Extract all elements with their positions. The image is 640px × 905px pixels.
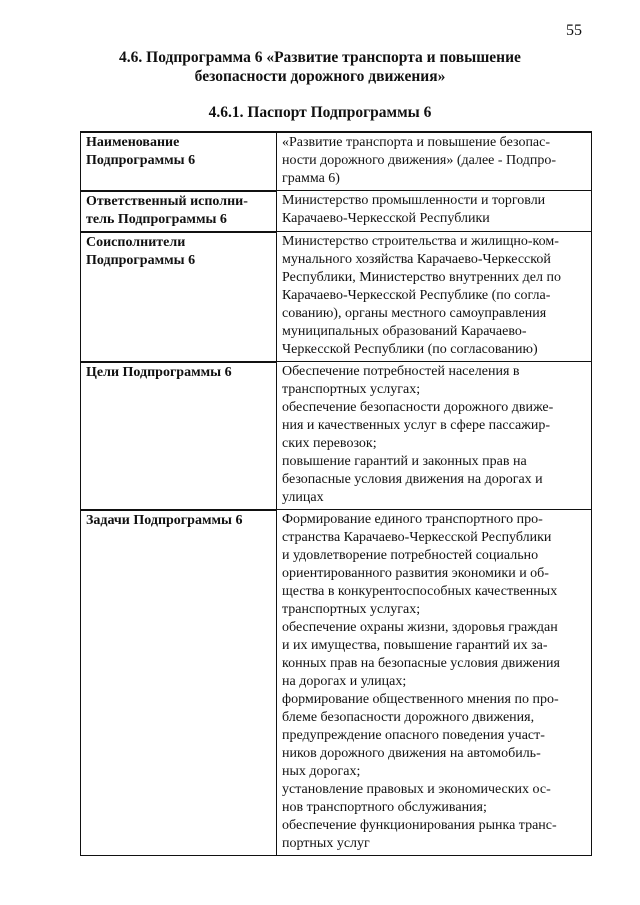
- row-value-line: Карачаево-Черкесской Республике (по согла-: [282, 288, 551, 303]
- row-label: [81, 232, 277, 362]
- passport-table: [80, 131, 592, 856]
- row-label: [81, 132, 277, 191]
- row-value-line: установление правовых и экономических ос-: [282, 782, 551, 797]
- row-label-line: Цели Подпрограммы 6: [86, 364, 232, 380]
- section-title-line: безопасности дорожного движения»: [194, 68, 446, 85]
- row-label-line: Подпрограммы 6: [86, 252, 196, 268]
- row-value-line: мунального хозяйства Карачаево-Черкесской: [282, 252, 551, 267]
- row-value: [277, 232, 592, 362]
- row-value-line: Министерство строительства и жилищно-ком-: [282, 234, 559, 249]
- table-row-name: [81, 132, 592, 191]
- row-value-line: ности дорожного движения» (далее - Подпро-: [282, 153, 557, 168]
- row-value-line: «Развитие транспорта и повышение безопас-: [282, 135, 551, 150]
- row-label: [81, 362, 277, 510]
- row-value-line: Министерство промышленности и торговли: [282, 193, 546, 208]
- row-value-line: странства Карачаево-Черкесской Республики: [282, 530, 552, 545]
- row-value-line: конных прав на безопасные условия движения: [282, 656, 560, 671]
- row-value-line: на дорогах и улицах;: [282, 674, 407, 689]
- row-value: [277, 132, 592, 191]
- row-value-line: транспортных услугах;: [282, 602, 421, 617]
- table-row-co-executors: [81, 232, 592, 362]
- row-value-line: улицах: [282, 490, 324, 505]
- row-label-line: тель Подпрограммы 6: [86, 211, 227, 227]
- row-value-line: обеспечение функционирования рынка транс-: [282, 818, 557, 833]
- row-value-line: транспортных услугах;: [282, 382, 421, 397]
- row-value-line: ских перевозок;: [282, 436, 377, 451]
- row-label-line: Наименование: [86, 135, 180, 150]
- row-label: [81, 191, 277, 232]
- row-label-line: Ответственный исполни-: [86, 193, 248, 209]
- row-value-line: муниципальных образований Карачаево-: [282, 324, 527, 339]
- row-value-line: Обеспечение потребностей населения в: [282, 364, 520, 379]
- row-value: [277, 510, 592, 856]
- row-value-line: щества в конкурентоспособных качественных: [282, 584, 558, 599]
- row-value-line: блеме безопасности дорожного движения,: [282, 710, 535, 725]
- row-value-line: Карачаево-Черкесской Республики: [282, 211, 490, 226]
- row-value-line: и удовлетворение потребностей социально: [282, 548, 539, 563]
- row-value-line: формирование общественного мнения по про-: [282, 692, 559, 707]
- row-value-line: Черкесской Республики (по согласованию): [282, 342, 538, 357]
- row-value: [277, 362, 592, 510]
- section-title-line: 4.6. Подпрограмма 6 «Развитие транспорта и повышение: [119, 49, 521, 66]
- row-value-line: ния и качественных услуг в сфере пассажир-: [282, 418, 551, 433]
- row-value-line: сованию), органы местного самоуправления: [282, 306, 547, 321]
- row-value: [277, 191, 592, 232]
- table-row-tasks: [81, 510, 592, 856]
- section-title: [0, 48, 640, 86]
- row-value-line: Республики, Министерство внутренних дел по: [282, 270, 561, 285]
- row-value-line: обеспечение безопасности дорожного движе-: [282, 400, 554, 415]
- row-value-line: портных услуг: [282, 836, 370, 851]
- row-value-line: предупреждение опасного поведения участ-: [282, 728, 545, 743]
- row-label-line: Задачи Подпрограммы 6: [86, 512, 243, 528]
- row-value-line: повышение гарантий и законных прав на: [282, 454, 527, 469]
- row-value-line: и их имущества, повышение гарантий их за-: [282, 638, 548, 653]
- row-value-line: ников дорожного движения на автомобиль-: [282, 746, 541, 761]
- row-value-line: безопасные условия движения на дорогах и: [282, 472, 543, 487]
- row-label-line: Соисполнители: [86, 234, 186, 250]
- row-label-line: Подпрограммы 6: [86, 153, 196, 168]
- passport-table-body: [81, 132, 592, 856]
- row-label: [81, 510, 277, 856]
- row-value-line: ориентированного развития экономики и об-: [282, 566, 549, 581]
- page-number: 55: [566, 22, 582, 39]
- table-row-goals: [81, 362, 592, 510]
- row-value-line: Формирование единого транспортного про-: [282, 512, 543, 527]
- row-value-line: грамма 6): [282, 171, 340, 186]
- table-row-responsible-executor: [81, 191, 592, 232]
- row-value-line: ных дорогах;: [282, 764, 361, 779]
- row-value-line: обеспечение охраны жизни, здоровья граждан: [282, 620, 558, 635]
- subsection-title: 4.6.1. Паспорт Подпрограммы 6: [208, 104, 432, 121]
- row-value-line: нов транспортного обслуживания;: [282, 800, 487, 815]
